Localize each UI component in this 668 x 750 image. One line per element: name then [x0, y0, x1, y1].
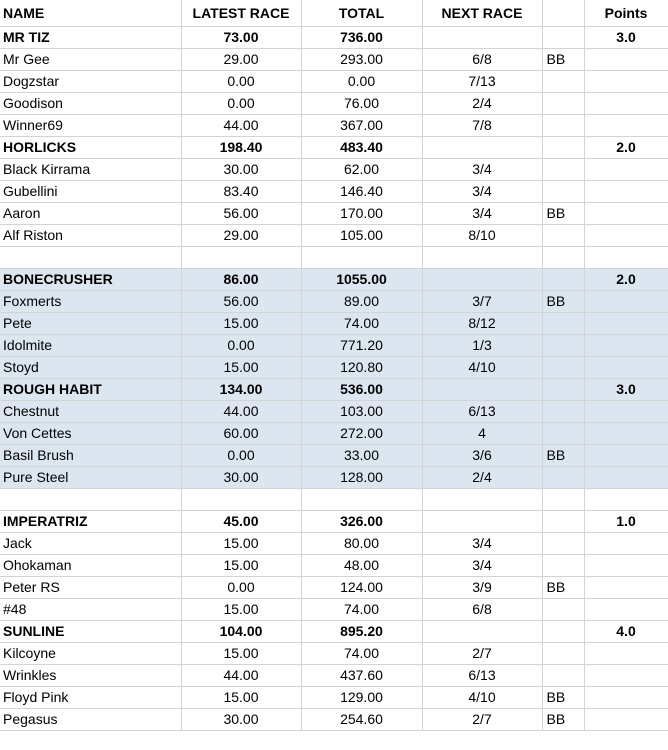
team-row: [0, 379, 668, 401]
cell-latest-race[interactable]: 73.00: [181, 27, 301, 49]
cell-total[interactable]: 326.00: [301, 511, 422, 533]
cell-bb[interactable]: [542, 247, 584, 269]
cell-total[interactable]: 736.00: [301, 27, 422, 49]
cell-next-race[interactable]: 2/4: [422, 93, 542, 115]
cell-name[interactable]: Floyd Pink: [0, 687, 181, 709]
cell-name[interactable]: Foxmerts: [0, 291, 181, 313]
cell-bb[interactable]: [542, 555, 584, 577]
cell-name[interactable]: Jack: [0, 533, 181, 555]
cell-points[interactable]: [584, 225, 668, 247]
table-row: [0, 357, 668, 379]
cell-name[interactable]: Alf Riston: [0, 225, 181, 247]
cell-total[interactable]: 89.00: [301, 291, 422, 313]
table-row: [0, 665, 668, 687]
cell-latest-race[interactable]: 0.00: [181, 93, 301, 115]
cell-bb[interactable]: [542, 115, 584, 137]
table-row: [0, 291, 668, 313]
cell-total[interactable]: 128.00: [301, 467, 422, 489]
cell-bb[interactable]: BB: [542, 687, 584, 709]
cell-name[interactable]: Chestnut: [0, 401, 181, 423]
cell-name[interactable]: Gubellini: [0, 181, 181, 203]
cell-bb[interactable]: [542, 379, 584, 401]
cell-bb[interactable]: BB: [542, 203, 584, 225]
team-row: [0, 27, 668, 49]
table-row: [0, 687, 668, 709]
cell-latest-race[interactable]: 56.00: [181, 203, 301, 225]
cell-next-race[interactable]: [422, 489, 542, 511]
cell-name[interactable]: Idolmite: [0, 335, 181, 357]
cell-name[interactable]: Dogzstar: [0, 71, 181, 93]
cell-points[interactable]: [584, 401, 668, 423]
cell-total[interactable]: 48.00: [301, 555, 422, 577]
cell-points[interactable]: 2.0: [584, 137, 668, 159]
table-row: [0, 555, 668, 577]
cell-next-race[interactable]: [422, 379, 542, 401]
cell-next-race[interactable]: [422, 137, 542, 159]
cell-latest-race[interactable]: 104.00: [181, 621, 301, 643]
cell-total[interactable]: [301, 247, 422, 269]
cell-total[interactable]: 74.00: [301, 643, 422, 665]
cell-latest-race[interactable]: [181, 489, 301, 511]
cell-points[interactable]: [584, 335, 668, 357]
table-row: [0, 423, 668, 445]
cell-bb[interactable]: BB: [542, 291, 584, 313]
cell-points[interactable]: [584, 555, 668, 577]
table-row: [0, 643, 668, 665]
cell-bb[interactable]: [542, 159, 584, 181]
cell-next-race[interactable]: [422, 27, 542, 49]
cell-next-race[interactable]: 3/4: [422, 159, 542, 181]
table-row: [0, 159, 668, 181]
cell-bb[interactable]: [542, 225, 584, 247]
cell-name[interactable]: Goodison: [0, 93, 181, 115]
cell-total[interactable]: 437.60: [301, 665, 422, 687]
cell-latest-race[interactable]: 15.00: [181, 313, 301, 335]
table-row: [0, 445, 668, 467]
cell-name[interactable]: Wrinkles: [0, 665, 181, 687]
cell-bb[interactable]: [542, 27, 584, 49]
table-row: [0, 225, 668, 247]
cell-next-race[interactable]: 4/10: [422, 357, 542, 379]
cell-next-race[interactable]: 8/12: [422, 313, 542, 335]
cell-points[interactable]: [584, 159, 668, 181]
cell-points[interactable]: [584, 291, 668, 313]
cell-name[interactable]: HORLICKS: [0, 137, 181, 159]
cell-points[interactable]: [584, 115, 668, 137]
header-row: [0, 0, 668, 27]
cell-bb[interactable]: [542, 93, 584, 115]
cell-points[interactable]: [584, 665, 668, 687]
cell-total[interactable]: 895.20: [301, 621, 422, 643]
cell-latest-race[interactable]: [181, 247, 301, 269]
cell-next-race[interactable]: 6/8: [422, 599, 542, 621]
cell-latest-race[interactable]: 0.00: [181, 71, 301, 93]
cell-name[interactable]: [0, 489, 181, 511]
cell-points[interactable]: [584, 445, 668, 467]
cell-points[interactable]: 4.0: [584, 621, 668, 643]
cell-latest-race[interactable]: 56.00: [181, 291, 301, 313]
cell-next-race[interactable]: 3/4: [422, 181, 542, 203]
cell-total[interactable]: 124.00: [301, 577, 422, 599]
cell-latest-race[interactable]: 83.40: [181, 181, 301, 203]
cell-next-race[interactable]: 6/13: [422, 401, 542, 423]
cell-total[interactable]: [301, 489, 422, 511]
table-row: [0, 115, 668, 137]
cell-name[interactable]: Peter RS: [0, 577, 181, 599]
cell-latest-race[interactable]: 134.00: [181, 379, 301, 401]
cell-name[interactable]: Von Cettes: [0, 423, 181, 445]
cell-name[interactable]: Kilcoyne: [0, 643, 181, 665]
cell-points[interactable]: [584, 599, 668, 621]
cell-next-race[interactable]: [422, 621, 542, 643]
cell-total[interactable]: 129.00: [301, 687, 422, 709]
cell-next-race[interactable]: 8/10: [422, 225, 542, 247]
cell-name[interactable]: Basil Brush: [0, 445, 181, 467]
table-row: [0, 49, 668, 71]
cell-points[interactable]: [584, 247, 668, 269]
cell-total[interactable]: 367.00: [301, 115, 422, 137]
cell-latest-race[interactable]: 0.00: [181, 445, 301, 467]
cell-latest-race[interactable]: 45.00: [181, 511, 301, 533]
team-row: [0, 269, 668, 291]
cell-bb[interactable]: BB: [542, 49, 584, 71]
table-row: [0, 93, 668, 115]
table-row: [0, 577, 668, 599]
cell-latest-race[interactable]: 44.00: [181, 115, 301, 137]
cell-bb[interactable]: [542, 269, 584, 291]
cell-total[interactable]: 105.00: [301, 225, 422, 247]
cell-next-race[interactable]: 3/4: [422, 203, 542, 225]
cell-bb[interactable]: BB: [542, 709, 584, 731]
cell-bb[interactable]: [542, 621, 584, 643]
cell-next-race[interactable]: 3/4: [422, 533, 542, 555]
cell-next-race[interactable]: 3/9: [422, 577, 542, 599]
header-points[interactable]: Points: [584, 0, 668, 27]
cell-total[interactable]: 62.00: [301, 159, 422, 181]
cell-bb[interactable]: [542, 401, 584, 423]
cell-total[interactable]: 170.00: [301, 203, 422, 225]
cell-next-race[interactable]: 2/7: [422, 643, 542, 665]
cell-latest-race[interactable]: 15.00: [181, 533, 301, 555]
cell-bb[interactable]: [542, 489, 584, 511]
cell-name[interactable]: ROUGH HABIT: [0, 379, 181, 401]
cell-next-race[interactable]: 3/6: [422, 445, 542, 467]
cell-bb[interactable]: [542, 599, 584, 621]
cell-name[interactable]: Pete: [0, 313, 181, 335]
cell-points[interactable]: [584, 577, 668, 599]
cell-latest-race[interactable]: 29.00: [181, 49, 301, 71]
header-name[interactable]: NAME: [0, 0, 181, 27]
cell-latest-race[interactable]: 30.00: [181, 709, 301, 731]
cell-points[interactable]: 3.0: [584, 379, 668, 401]
cell-next-race[interactable]: [422, 269, 542, 291]
spacer-row: [0, 247, 668, 269]
cell-latest-race[interactable]: 44.00: [181, 665, 301, 687]
table-row: [0, 181, 668, 203]
cell-next-race[interactable]: 4/10: [422, 687, 542, 709]
cell-points[interactable]: 2.0: [584, 269, 668, 291]
cell-total[interactable]: 74.00: [301, 313, 422, 335]
cell-latest-race[interactable]: 15.00: [181, 357, 301, 379]
cell-total[interactable]: 103.00: [301, 401, 422, 423]
cell-total[interactable]: 146.40: [301, 181, 422, 203]
cell-name[interactable]: IMPERATRIZ: [0, 511, 181, 533]
cell-name[interactable]: BONECRUSHER: [0, 269, 181, 291]
cell-bb[interactable]: [542, 423, 584, 445]
cell-points[interactable]: [584, 467, 668, 489]
cell-bb[interactable]: [542, 357, 584, 379]
table-row: [0, 203, 668, 225]
team-row: [0, 511, 668, 533]
cell-next-race[interactable]: 4: [422, 423, 542, 445]
cell-latest-race[interactable]: 30.00: [181, 159, 301, 181]
header-next-race[interactable]: NEXT RACE: [422, 0, 542, 27]
header-latest-race[interactable]: LATEST RACE: [181, 0, 301, 27]
cell-total[interactable]: 76.00: [301, 93, 422, 115]
cell-points[interactable]: 1.0: [584, 511, 668, 533]
cell-latest-race[interactable]: 29.00: [181, 225, 301, 247]
cell-next-race[interactable]: 3/7: [422, 291, 542, 313]
cell-bb[interactable]: [542, 511, 584, 533]
cell-points[interactable]: [584, 93, 668, 115]
cell-points[interactable]: [584, 49, 668, 71]
cell-latest-race[interactable]: 0.00: [181, 577, 301, 599]
cell-next-race[interactable]: 6/8: [422, 49, 542, 71]
cell-latest-race[interactable]: 60.00: [181, 423, 301, 445]
team-row: [0, 137, 668, 159]
cell-name[interactable]: Black Kirrama: [0, 159, 181, 181]
cell-latest-race[interactable]: 198.40: [181, 137, 301, 159]
cell-next-race[interactable]: [422, 247, 542, 269]
cell-latest-race[interactable]: 15.00: [181, 599, 301, 621]
cell-next-race[interactable]: 2/4: [422, 467, 542, 489]
cell-name[interactable]: Winner69: [0, 115, 181, 137]
cell-next-race[interactable]: 7/13: [422, 71, 542, 93]
cell-name[interactable]: Pegasus: [0, 709, 181, 731]
cell-name[interactable]: [0, 247, 181, 269]
cell-bb[interactable]: BB: [542, 445, 584, 467]
cell-name[interactable]: Ohokaman: [0, 555, 181, 577]
cell-points[interactable]: [584, 357, 668, 379]
table-row: [0, 709, 668, 731]
cell-latest-race[interactable]: 0.00: [181, 335, 301, 357]
cell-next-race[interactable]: 1/3: [422, 335, 542, 357]
header-bb[interactable]: [542, 0, 584, 27]
cell-bb[interactable]: [542, 533, 584, 555]
cell-latest-race[interactable]: 15.00: [181, 555, 301, 577]
cell-latest-race[interactable]: 44.00: [181, 401, 301, 423]
table-row: [0, 335, 668, 357]
cell-name[interactable]: Mr Gee: [0, 49, 181, 71]
cell-bb[interactable]: [542, 313, 584, 335]
cell-total[interactable]: 272.00: [301, 423, 422, 445]
cell-name[interactable]: MR TIZ: [0, 27, 181, 49]
cell-total[interactable]: 80.00: [301, 533, 422, 555]
cell-latest-race[interactable]: 86.00: [181, 269, 301, 291]
cell-bb[interactable]: [542, 71, 584, 93]
cell-next-race[interactable]: [422, 511, 542, 533]
cell-total[interactable]: 120.80: [301, 357, 422, 379]
cell-name[interactable]: Aaron: [0, 203, 181, 225]
cell-bb[interactable]: BB: [542, 577, 584, 599]
cell-total[interactable]: 0.00: [301, 71, 422, 93]
cell-total[interactable]: 771.20: [301, 335, 422, 357]
cell-total[interactable]: 483.40: [301, 137, 422, 159]
cell-latest-race[interactable]: 15.00: [181, 687, 301, 709]
cell-next-race[interactable]: 6/13: [422, 665, 542, 687]
cell-points[interactable]: [584, 203, 668, 225]
table-row: [0, 533, 668, 555]
table-row: [0, 313, 668, 335]
cell-next-race[interactable]: 7/8: [422, 115, 542, 137]
table-body: [0, 27, 668, 731]
cell-latest-race[interactable]: 15.00: [181, 643, 301, 665]
cell-bb[interactable]: [542, 181, 584, 203]
cell-next-race[interactable]: 2/7: [422, 709, 542, 731]
cell-next-race[interactable]: 3/4: [422, 555, 542, 577]
cell-name[interactable]: Pure Steel: [0, 467, 181, 489]
cell-latest-race[interactable]: 30.00: [181, 467, 301, 489]
cell-points[interactable]: [584, 489, 668, 511]
cell-total[interactable]: 293.00: [301, 49, 422, 71]
table-row: [0, 401, 668, 423]
cell-points[interactable]: [584, 687, 668, 709]
cell-points[interactable]: 3.0: [584, 27, 668, 49]
cell-total[interactable]: 254.60: [301, 709, 422, 731]
cell-points[interactable]: [584, 181, 668, 203]
cell-points[interactable]: [584, 643, 668, 665]
table-row: [0, 71, 668, 93]
team-row: [0, 621, 668, 643]
cell-total[interactable]: 536.00: [301, 379, 422, 401]
cell-bb[interactable]: [542, 335, 584, 357]
table-row: [0, 467, 668, 489]
spacer-row: [0, 489, 668, 511]
header-total[interactable]: TOTAL: [301, 0, 422, 27]
cell-bb[interactable]: [542, 665, 584, 687]
cell-bb[interactable]: [542, 643, 584, 665]
cell-total[interactable]: 1055.00: [301, 269, 422, 291]
cell-name[interactable]: #48: [0, 599, 181, 621]
cell-points[interactable]: [584, 709, 668, 731]
cell-points[interactable]: [584, 313, 668, 335]
cell-points[interactable]: [584, 533, 668, 555]
cell-points[interactable]: [584, 423, 668, 445]
cell-name[interactable]: SUNLINE: [0, 621, 181, 643]
cell-points[interactable]: [584, 71, 668, 93]
cell-bb[interactable]: [542, 137, 584, 159]
cell-name[interactable]: Stoyd: [0, 357, 181, 379]
cell-total[interactable]: 74.00: [301, 599, 422, 621]
table-row: [0, 599, 668, 621]
cell-total[interactable]: 33.00: [301, 445, 422, 467]
cell-bb[interactable]: [542, 467, 584, 489]
